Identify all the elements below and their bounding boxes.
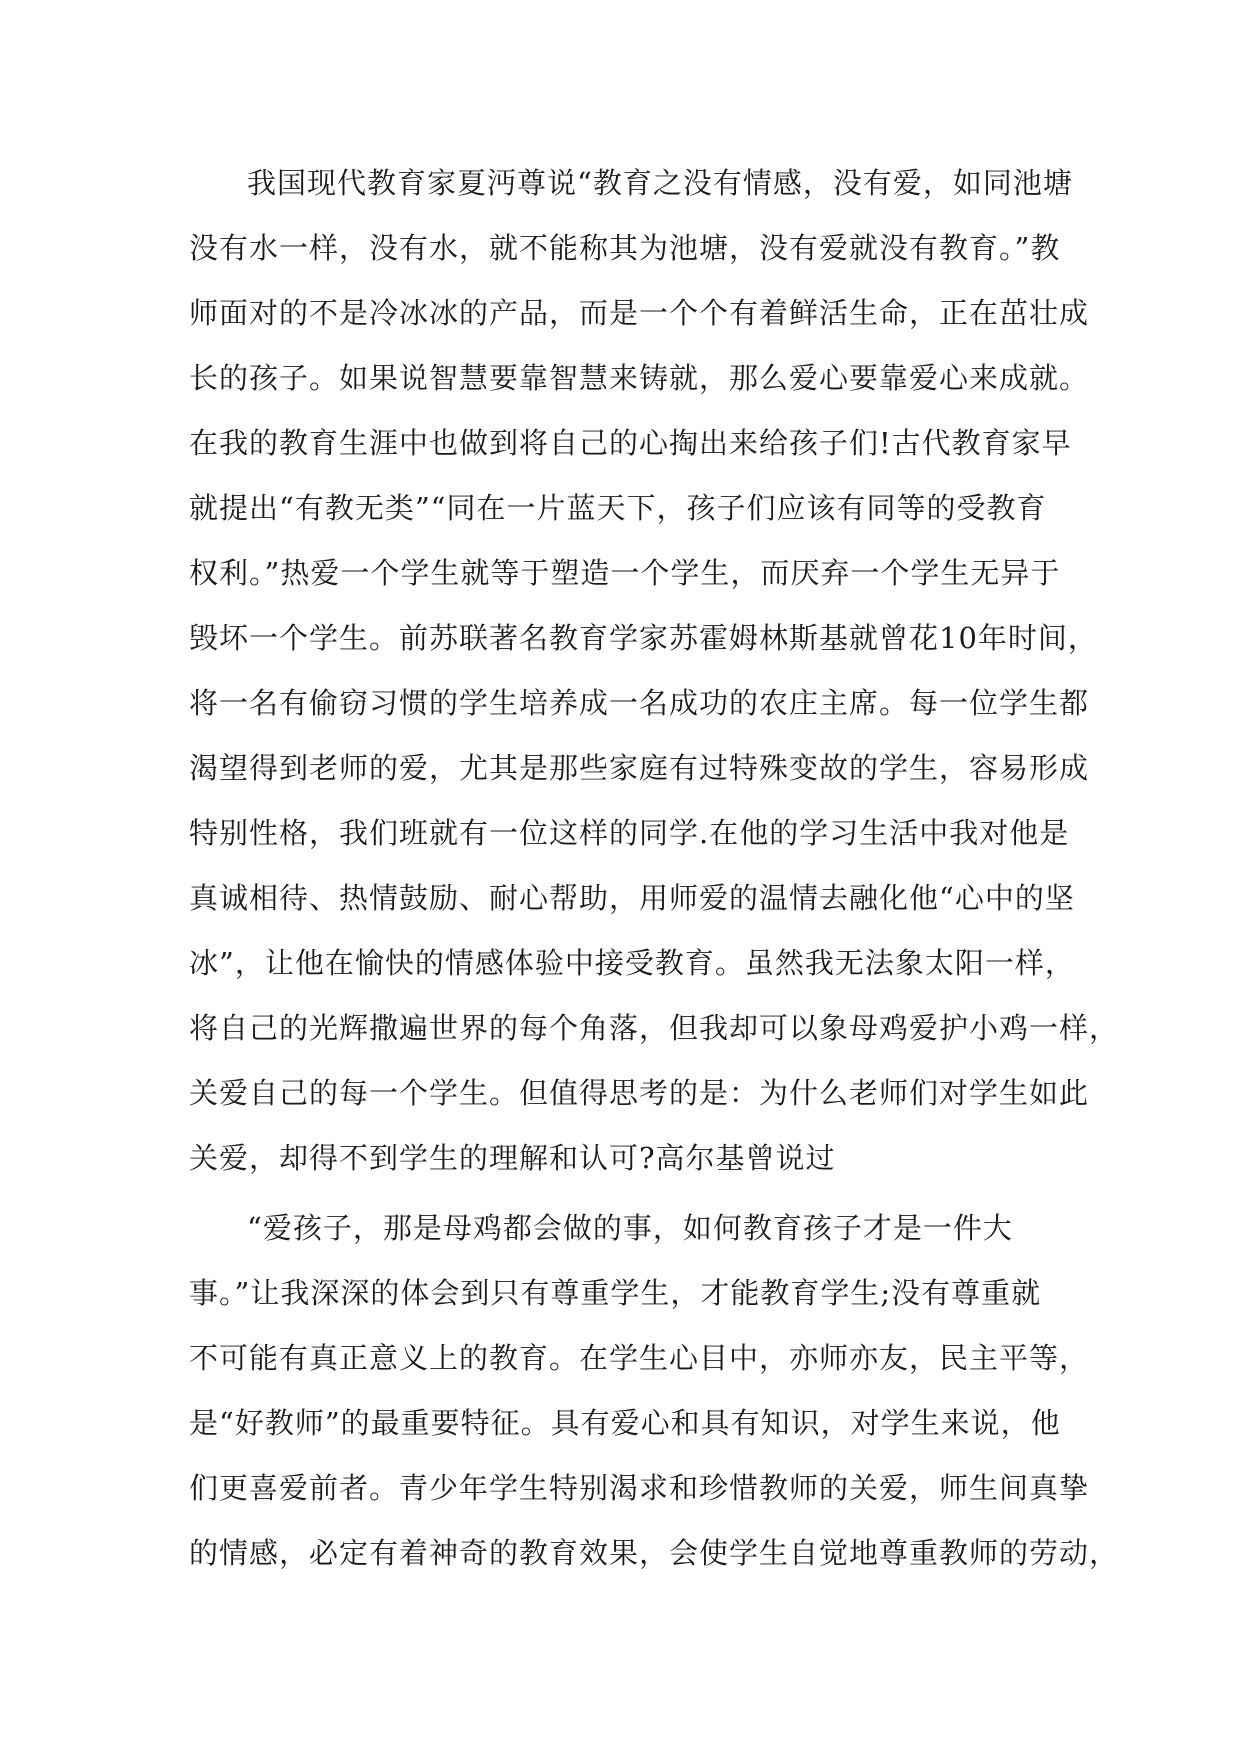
paragraph-1-line-12: 真诚相待、热情鼓励、耐心帮助，用师爱的温情去融化他“心中的坚 [189,881,1075,915]
paragraph-2-line-6: 的情感，必定有着神奇的教育效果，会使学生自觉地尊重教师的劳动， [189,1536,1120,1570]
paragraph-1-line-2: 没有水一样，没有水，就不能称其为池塘，没有爱就没有教育。”教 [189,231,1061,265]
paragraph-2-line-4: 是“好教师”的最重要特征。具有爱心和具有知识，对学生来说，他 [189,1406,1061,1440]
paragraph-1-line-5: 在我的教育生涯中也做到将自己的心掏出来给孩子们!古代教育家早 [189,426,1072,460]
paragraph-1-line-11: 特别性格，我们班就有一位这样的同学.在他的学习生活中我对他是 [189,816,1070,850]
paragraph-1-line-3: 师面对的不是冷冰冰的产品，而是一个个有着鲜活生命，正在茁壮成 [189,296,1090,330]
paragraph-2-line-2: 事。”让我深深的体会到只有尊重学生，才能教育学生;没有尊重就 [189,1276,1042,1310]
paragraph-1-line-14: 将自己的光辉撒遍世界的每个角落，但我却可以象母鸡爱护小鸡一样， [189,1011,1120,1045]
paragraph-2-line-5: 们更喜爱前者。青少年学生特别渴求和珍惜教师的关爱，师生间真挚 [189,1471,1090,1505]
paragraph-2-line-1: “爱孩子，那是母鸡都会做的事，如何教育孩子才是一件大 [247,1211,1013,1245]
paragraph-1-line-1: 我国现代教育家夏沔尊说“教育之没有情感，没有爱，如同池塘 [247,166,1073,200]
paragraph-1-line-16: 关爱，却得不到学生的理解和认可?高尔基曾说过 [189,1141,836,1175]
paragraph-1-line-9: 将一名有偷窃习惯的学生培养成一名成功的农庄主席。每一位学生都 [189,686,1090,720]
paragraph-1-line-8: 毁坏一个学生。前苏联著名教育学家苏霍姆林斯基就曾花10年时间， [189,621,1098,655]
paragraph-1-line-4: 长的孩子。如果说智慧要靠智慧来铸就，那么爱心要靠爱心来成就。 [189,361,1090,395]
paragraph-1-line-13: 冰”，让他在愉快的情感体验中接受教育。虽然我无法象太阳一样， [189,946,1075,980]
paragraph-1-line-7: 权利。”热爱一个学生就等于塑造一个学生，而厌弃一个学生无异于 [189,556,1061,590]
paragraph-1-line-15: 关爱自己的每一个学生。但值得思考的是：为什么老师们对学生如此 [189,1076,1090,1110]
paragraph-2-line-3: 不可能有真正意义上的教育。在学生心目中，亦师亦友，民主平等， [189,1341,1090,1375]
paragraph-1-line-6: 就提出“有教无类”“同在一片蓝天下，孩子们应该有同等的受教育 [189,491,1047,525]
paragraph-1-line-10: 渴望得到老师的爱，尤其是那些家庭有过特殊变故的学生，容易形成 [189,751,1090,785]
